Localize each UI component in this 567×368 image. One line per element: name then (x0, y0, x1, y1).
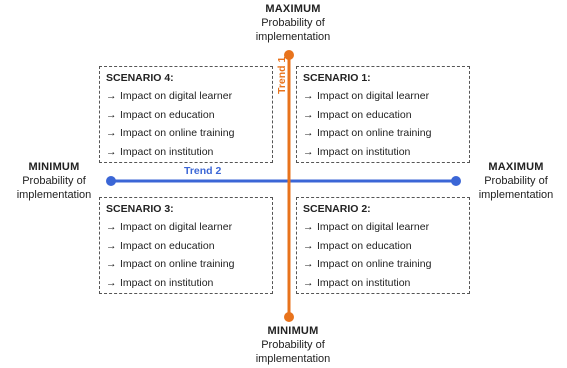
left-axis-line1: Probability of (22, 175, 86, 187)
list-item (106, 274, 272, 293)
arrow-right-icon: → (106, 127, 117, 139)
impact-label: Impact on online training (317, 258, 432, 270)
impact-label: Impact on online training (120, 127, 235, 139)
arrow-right-icon: → (106, 221, 117, 233)
scenario-2-list (303, 218, 469, 292)
arrow-right-icon: → (106, 258, 117, 270)
arrow-right-icon: → (106, 108, 117, 121)
list-item (106, 87, 272, 106)
impact-label: Impact on institution (120, 145, 214, 158)
right-axis-line2: implementation (478, 189, 554, 201)
top-axis-line2: implementation (255, 31, 331, 43)
impact-label: Impact on institution (317, 276, 411, 289)
list-item (303, 143, 469, 162)
arrow-right-icon: → (106, 145, 117, 158)
arrow-right-icon: → (303, 276, 314, 289)
list-item (303, 237, 469, 256)
arrow-right-icon: → (106, 276, 117, 289)
list-item (106, 143, 272, 162)
impact-label: Impact on education (120, 239, 215, 252)
arrow-right-icon: → (106, 90, 117, 102)
right-axis-head: MAXIMUM (488, 161, 544, 173)
list-item (106, 255, 272, 274)
impact-label: Impact on digital learner (317, 90, 430, 102)
left-axis-head: MINIMUM (28, 161, 80, 173)
impact-label: Impact on institution (317, 145, 411, 158)
arrow-right-icon: → (303, 127, 314, 139)
arrow-right-icon: → (303, 258, 314, 270)
impact-label: Impact on online training (317, 127, 432, 139)
impact-label: Impact on online training (120, 258, 235, 270)
top-axis-head: MAXIMUM (265, 3, 321, 15)
list-item (303, 255, 469, 274)
scenario-4-title: SCENARIO 4: (106, 72, 174, 84)
top-axis-label (223, 2, 363, 44)
arrow-right-icon: → (106, 239, 117, 252)
trend-2-left-endpoint (106, 176, 116, 186)
trend-1-label: Trend 1 (276, 56, 288, 94)
impact-label: Impact on education (317, 239, 412, 252)
arrow-right-icon: → (303, 239, 314, 252)
top-axis-line1: Probability of (261, 17, 325, 29)
list-item (106, 237, 272, 256)
scenario-3-list (106, 218, 272, 292)
scenario-4-box (99, 66, 273, 163)
scenario-2-title: SCENARIO 2: (303, 203, 371, 215)
scenario-1-box (296, 66, 470, 163)
scenario-3-title: SCENARIO 3: (106, 203, 174, 215)
scenario-1-title: SCENARIO 1: (303, 72, 371, 84)
impact-label: Impact on digital learner (120, 90, 233, 102)
impact-label: Impact on digital learner (120, 221, 233, 233)
arrow-right-icon: → (303, 108, 314, 121)
bottom-axis-line2: implementation (255, 353, 331, 365)
impact-label: Impact on institution (120, 276, 214, 289)
scenario-1-list (303, 87, 469, 161)
right-axis-line1: Probability of (484, 175, 548, 187)
scenario-4-list (106, 87, 272, 161)
impact-label: Impact on education (120, 108, 215, 121)
list-item (303, 124, 469, 143)
arrow-right-icon: → (303, 221, 314, 233)
bottom-axis-head: MINIMUM (267, 325, 319, 337)
arrow-right-icon: → (303, 145, 314, 158)
bottom-axis-label (223, 324, 363, 366)
scenario-2-box (296, 197, 470, 294)
bottom-axis-line1: Probability of (261, 339, 325, 351)
trend-2-right-endpoint (451, 176, 461, 186)
list-item (106, 106, 272, 125)
arrow-right-icon: → (303, 90, 314, 102)
impact-label: Impact on education (317, 108, 412, 121)
trend-2-label: Trend 2 (184, 165, 222, 177)
list-item (106, 218, 272, 237)
list-item (303, 87, 469, 106)
list-item (106, 124, 272, 143)
list-item (303, 106, 469, 125)
right-axis-label (466, 160, 566, 202)
list-item (303, 274, 469, 293)
scenario-3-box (99, 197, 273, 294)
left-axis-label (4, 160, 104, 202)
trend-1-bottom-endpoint (284, 312, 294, 322)
impact-label: Impact on digital learner (317, 221, 430, 233)
list-item (303, 218, 469, 237)
left-axis-line2: implementation (16, 189, 92, 201)
